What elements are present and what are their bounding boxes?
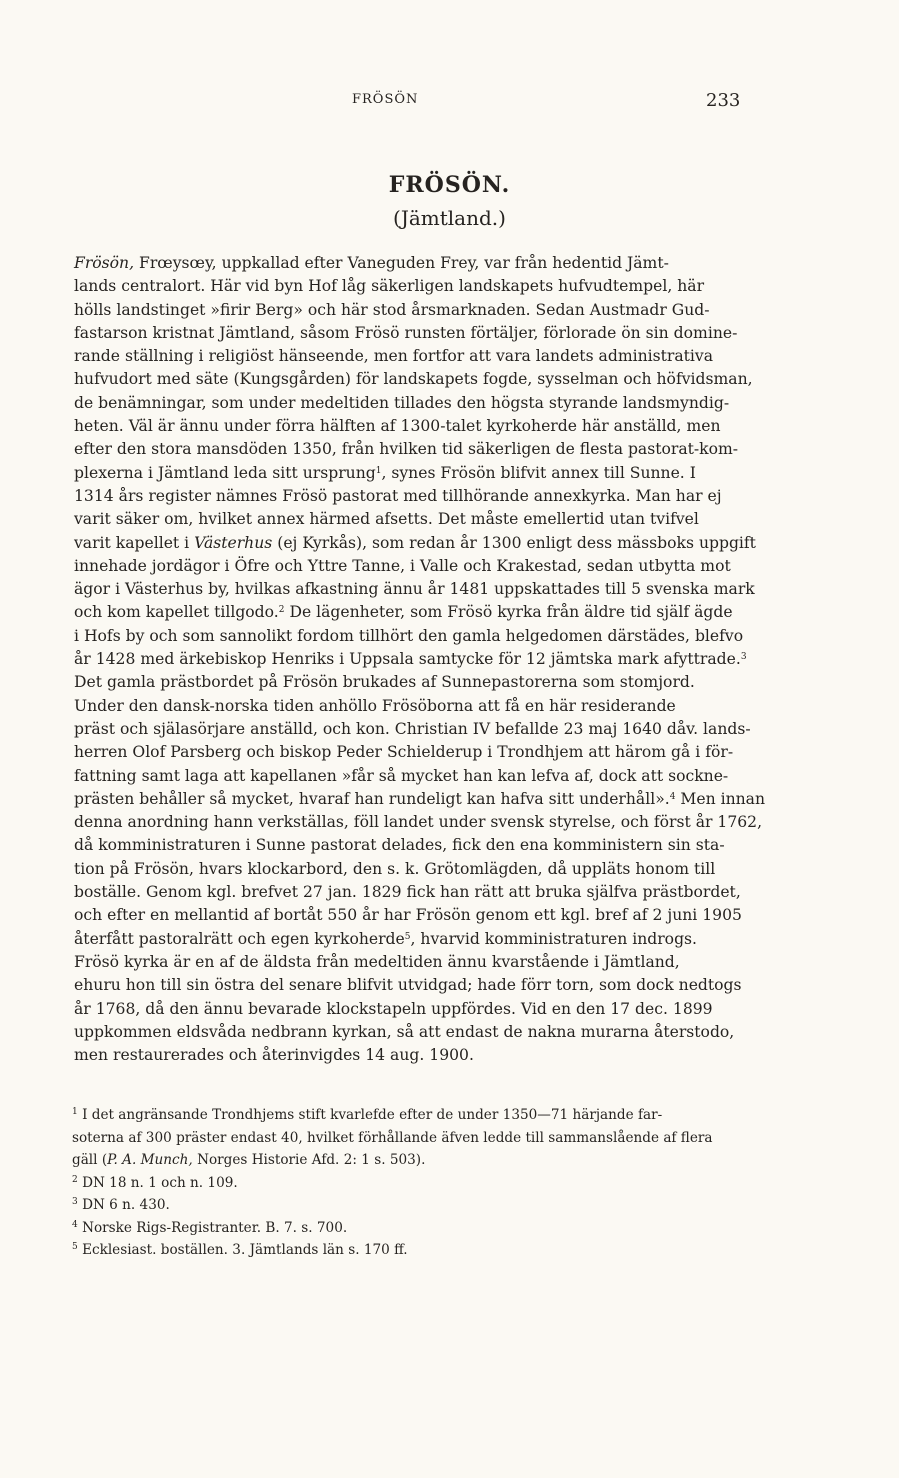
text-line: efter den stora mansdöden 1350, från hvilken tid säkerligen de flesta pastorat-kom-: [74, 440, 739, 459]
text-line: varit säker om, hvilket annex härmed afsetts. Det måste emellertid utan tvifvel: [74, 510, 699, 529]
paragraph: [32, 252, 770, 695]
footnote-ref: 2: [278, 605, 285, 616]
text-line: ehuru hon till sin östra del senare blifvit utvidgad; hade förr torn, som dock nedtogs: [74, 976, 742, 995]
text-line: Frösön, Frœysœy, uppkallad efter Vaneguden Frey, var från hedentid Jämt-: [74, 254, 669, 272]
text-line: herren Olof Parsberg och biskop Peder Schielderup i Trondhjem att härom gå i för-: [74, 743, 734, 762]
footnote-ref: 1: [375, 465, 382, 476]
footnote-number: 1: [72, 1107, 78, 1117]
footnote-ref: 3: [740, 652, 747, 663]
footnote-text: I det angränsande Trondhjems stift kvarlefde efter de under 1350—71 härjande far-: [82, 1107, 663, 1123]
text-line: uppkommen eldsvåda nedbrann kyrkan, så att endast de nakna murarna återstodo,: [74, 1022, 735, 1041]
text-line: Under den dansk-norska tiden anhöllo Frösöborna att få en här residerande: [74, 696, 676, 715]
text-line: soterna af 300 präster endast 40, hvilket förhållande äfven ledde till sammanslående af flera: [72, 1129, 713, 1146]
text-line: hölls landstinget »firir Berg» och här stod årsmarknaden. Sedan Austmadr Gud-: [74, 300, 710, 319]
text-line: tion på Frösön, hvars klockarbord, den s. k. Grötomlägden, då uppläts honom till: [74, 859, 716, 878]
text-line: fattning samt laga att kapellanen »får så mycket han kan lefva af, dock att sockne-: [74, 766, 729, 785]
footnote-text: DN 6 n. 430.: [82, 1197, 170, 1213]
text-line: och efter en mellantid af bortåt 550 år har Frösön genom ett kgl. bref af 2 juni 1905: [74, 906, 742, 925]
text-line: prästen behåller så mycket, hvaraf han rundeligt kan hafva sitt underhåll».$^4$ Men innan: [74, 789, 766, 808]
footnote: [32, 1172, 770, 1195]
text-line: år 1768, då den ännu bevarade klockstapeln uppfördes. Vid en den 17 dec. 1899: [74, 999, 713, 1018]
page-subtitle: (Jämtland.): [393, 206, 506, 230]
footnote: [32, 1217, 770, 1240]
text-line: hufvudort med säte (Kungsgården) för landskapets fogde, sysselman och höfvidsman,: [74, 370, 753, 389]
text-line: Det gamla prästbordet på Frösön brukades af Sunnepastorerna som stomjord.: [74, 673, 695, 692]
footnote-number: 3: [72, 1197, 78, 1207]
footnote-number: 5: [72, 1242, 78, 1252]
text-line: denna anordning hann verkställas, föll landet under svensk styrelse, och först år 1762,: [74, 813, 763, 832]
footnote-ref: 5: [404, 931, 411, 942]
paragraph: [32, 951, 770, 1067]
italic-place-name: Frösön,: [74, 254, 135, 272]
text-line: innehade jordägor i Öfre och Yttre Tanne, i Valle och Krakestad, sedan utbytta mot: [74, 556, 731, 575]
footnote: [32, 1239, 770, 1262]
text-line: plexerna i Jämtland leda sitt ursprung$^1$, synes Frösön blifvit annex till Sunne. I: [74, 463, 696, 482]
text-line: lands centralort. Här vid byn Hof låg säkerligen landskapets hufvudtempel, här: [74, 277, 705, 296]
text-line: i Hofs by och som sannolikt fordom tillhört den gamla helgedomen därstädes, blefvo: [74, 626, 744, 645]
text-line: 1314 års register nämnes Frösö pastorat med tillhörande annexkyrka. Man har ej: [74, 486, 722, 505]
text-line: boställe. Genom kgl. brefvet 27 jan. 1829 fick han rätt att bruka själfva prästbordet,: [74, 883, 741, 902]
text-line: återfått pastoralrätt och egen kyrkoherde$^5$, hvarvid komministraturen indrogs.: [74, 929, 698, 948]
italic-author-name: P. A. Munch,: [107, 1152, 193, 1168]
running-head: [0, 90, 899, 114]
text-line: heten. Väl är ännu under förra hälften af 1300-talet kyrkoherde här anställd, men: [74, 417, 721, 436]
text-line: ägor i Västerhus by, hvilkas afkastning ännu år 1481 uppskattades till 5 svenska mark: [74, 580, 755, 599]
footnote-text: DN 18 n. 1 och n. 109.: [82, 1174, 238, 1191]
italic-place-name: Västerhus: [194, 533, 273, 552]
text-line: gäll (P. A. Munch, Norges Historie Afd. 2: 1 s. 503).: [72, 1152, 426, 1168]
text-line: men restaurerades och återinvigdes 14 aug. 1900.: [74, 1046, 474, 1065]
footnote: [32, 1194, 770, 1217]
text-line: de benämningar, som under medeltiden tillades den högsta styrande landsmyndig-: [74, 393, 730, 412]
running-title: FRÖSÖN: [352, 92, 419, 107]
page-number: 233: [706, 90, 741, 111]
footnote-text: Norske Rigs-Registranter. B. 7. s. 700.: [82, 1219, 348, 1236]
text-line: då komministraturen i Sunne pastorat delades, fick den ena komministern sin sta-: [74, 836, 725, 855]
footnotes: [32, 1104, 770, 1262]
footnote: [32, 1104, 770, 1172]
text-line: Frösö kyrka är en af de äldsta från medeltiden ännu kvarstående i Jämtland,: [74, 952, 680, 971]
text-line: präst och själasörjare anställd, och kon. Christian IV befallde 23 maj 1640 dåv. lands-: [74, 719, 751, 738]
text-line: [32, 1104, 770, 1127]
body-text: [32, 252, 770, 1067]
footnote-number: 4: [72, 1219, 78, 1230]
paragraph: [32, 695, 770, 951]
footnote-number: 2: [72, 1174, 78, 1185]
text-line: varit kapellet i Västerhus (ej Kyrkås), som redan år 1300 enligt dess mässboks uppgift: [74, 533, 756, 552]
text-line: och kom kapellet tillgodo.$^2$ De lägenheter, som Frösö kyrka från äldre tid själf ägde: [74, 603, 733, 622]
text-line: rande ställning i religiöst hänseende, men fortfor att vara landets administrativa: [74, 347, 714, 366]
footnote-ref: 4: [669, 791, 676, 802]
text-line: fastarson kristnat Jämtland, såsom Frösö runsten förtäljer, förlorade ön sin domine-: [74, 323, 738, 342]
page-title: FRÖSÖN.: [388, 172, 511, 198]
text-line: år 1428 med ärkebiskop Henriks i Uppsala samtycke för 12 jämtska mark afyttrade.$^3$: [74, 650, 747, 669]
footnote-text: Ecklesiast. boställen. 3. Jämtlands län s. 170 ff.: [82, 1242, 408, 1258]
